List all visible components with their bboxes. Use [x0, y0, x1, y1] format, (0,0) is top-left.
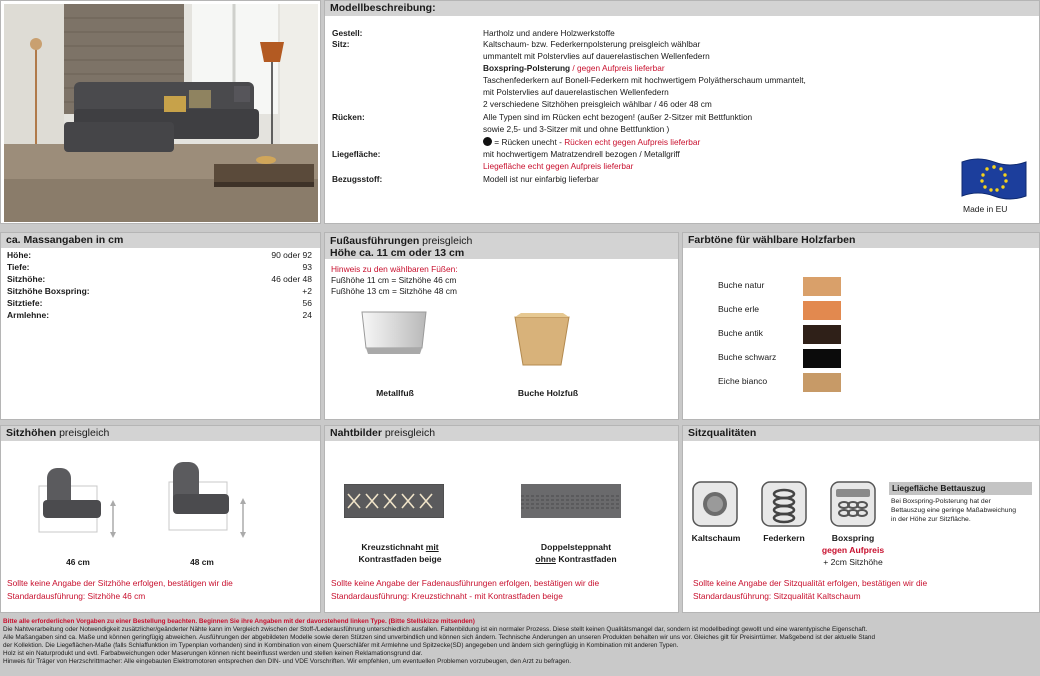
wood-label: Buche erle	[718, 304, 760, 314]
seat-line-4: mit Polstervlies auf dauerelastischen Wellenfedern	[483, 87, 669, 97]
feet-panel	[324, 232, 679, 420]
bed-pullout-text-1: Bei Boxspring-Polsterung hat der	[891, 498, 991, 505]
wood-label: Eiche bianco	[718, 376, 768, 386]
dim-row-armrest	[7, 309, 312, 321]
frame-key: Gestell:	[332, 28, 363, 38]
bed-surcharge: Liegefläche echt gegen Aufpreis lieferbar	[483, 161, 634, 171]
metal-foot-image	[358, 308, 430, 363]
metal-foot-label: Metallfuß	[376, 388, 414, 398]
seams-note-1: Sollte keine Angabe der Fadenausführungen erfolgen, bestätigen wir die	[331, 578, 600, 588]
boxspring-bold: Boxspring-Polsterung	[483, 63, 571, 73]
seat-line-2: ummantelt mit Polstervlies auf dauerelastischen Wellenfedern	[483, 51, 710, 61]
dim-row-boxspring	[7, 285, 312, 297]
back-line-2: sowie 2,5- und 3-Sitzer mit und ohne Bettfunktion )	[483, 124, 670, 134]
seat-line-3: Taschenfederkern auf Bonell-Federkern mit hochwertigem Polyätherschaum ummantelt,	[483, 75, 806, 85]
product-photo-panel	[0, 0, 321, 224]
chair-46-illustration	[37, 464, 123, 553]
feet-hint-2: Fußhöhe 13 cm = Sitzhöhe 48 cm	[331, 286, 457, 296]
double-stitch-sample	[521, 484, 621, 523]
seat-heights-title-light: preisgleich	[56, 427, 110, 439]
height-48-label: 48 cm	[190, 557, 214, 567]
sofa-photo	[4, 4, 318, 222]
bed-pullout-text-2: Bettauszug eine geringe Maßabweichung	[891, 507, 1017, 514]
dim-key: Tiefe:	[7, 262, 30, 272]
dim-row-height	[7, 249, 312, 261]
dim-row-seat-height	[7, 273, 312, 285]
dim-value: 90 oder 92	[271, 250, 312, 260]
seams-title-bold: Nahtbilder	[330, 427, 382, 439]
boxspring-surcharge: / gegen Aufpreis lieferbar	[570, 63, 665, 73]
height-46-label: 46 cm	[66, 557, 90, 567]
seat-heights-panel	[0, 425, 321, 613]
dim-value: 93	[302, 262, 312, 272]
seat-line-1: Kaltschaum- bzw. Federkernpolsterung preisgleich wählbar	[483, 39, 701, 49]
dim-key: Höhe:	[7, 250, 32, 260]
model-description-title: Modellbeschreibung:	[325, 1, 1039, 16]
spring-core-label: Federkern	[763, 533, 805, 543]
spring-core-icon	[761, 481, 807, 532]
footer-line-2: Die Nahtverarbeitung oder Notwendigkeit zusätzlicher/geänderter Nähte kann im Vergleich zwischen der Stoff-/Lederausführung unterschiedlich ausfallen. Faltenbildung ist ein normaler Prozess. Diese stellt keinen Qualitätsmangel dar, sondern ist modellbedingt gewollt und eine warentypische Eigenschaft.	[3, 626, 868, 634]
dim-value: 56	[302, 298, 312, 308]
footer-line-5: Holz ist ein Naturprodukt und evtl. Farbabweichungen oder Maserungen können nicht beeinflusst werden und stellen keinen Reklamationsgrund dar.	[3, 650, 423, 658]
boxspring-surcharge-label: gegen Aufpreis	[821, 545, 885, 555]
dim-key: Sitzhöhe Boxspring:	[7, 286, 90, 296]
wood-foot-label: Buche Holzfuß	[517, 388, 579, 398]
dim-value: 24	[302, 310, 312, 320]
dim-key: Sitzhöhe:	[7, 274, 46, 284]
seams-note-2: Standardausführung: Kreuzstichnaht - mit Kontrastfaden beige	[331, 591, 563, 601]
dim-row-seat-depth	[7, 297, 312, 309]
footer-line-6: Hinweis für Träger von Herzschrittmacher: Alle eingebauten Elektromotoren entsprechen den DIN- und VDE Vorschriften. Wir empfehlen, um eventuellen Problemen vorzubeugen, den Arzt zu befragen.	[3, 658, 571, 666]
seat-quality-panel	[682, 425, 1040, 613]
eu-flag-icon	[958, 156, 1028, 207]
sofa-room-illustration	[4, 4, 318, 222]
wood-swatch-buche-schwarz[interactable]	[803, 349, 841, 368]
dimensions-title: ca. Massangaben in cm	[1, 233, 320, 248]
back-line-1: Alle Typen sind im Rücken echt bezogen! (außer 2-Sitzer mit Bettfunktion	[483, 112, 753, 122]
wood-colors-panel	[682, 232, 1040, 420]
back-legend-text: = Rücken unecht -	[492, 137, 565, 147]
legal-footer	[0, 618, 1040, 676]
dim-value: 46 oder 48	[271, 274, 312, 284]
cover-key: Bezugsstoff:	[332, 174, 383, 184]
boxspring-line	[483, 63, 665, 74]
seams-title	[325, 426, 678, 441]
boxspring-label: Boxspring	[831, 533, 875, 543]
wood-colors-title: Farbtöne für wählbare Holzfarben	[683, 233, 1039, 248]
wood-label: Buche natur	[718, 280, 765, 290]
seams-title-light: preisgleich	[381, 427, 436, 439]
footer-order-note: Bitte alle erforderlichen Vorgaben zu einer Bestellung beachten. Beginnen Sie ihre Angaben mit der davorstehend linken Type. (Bitte Stellskizze mitsenden)	[3, 618, 475, 625]
black-dot-icon	[483, 137, 492, 146]
chair-48-illustration	[167, 460, 253, 553]
back-key: Rücken:	[332, 112, 365, 122]
seat-heights-title-bold: Sitzhöhen	[6, 427, 57, 439]
seams-panel	[324, 425, 679, 613]
bed-line: mit hochwertigem Matratzendrell bezogen / Metallgriff	[483, 149, 680, 159]
feet-title-light: preisgleich	[419, 235, 473, 247]
cold-foam-icon	[692, 481, 738, 532]
cover-value: Modell ist nur einfarbig lieferbar	[483, 174, 599, 184]
boxspring-extra-height: + 2cm Sitzhöhe	[823, 557, 883, 567]
wood-swatch-buche-erle[interactable]	[803, 301, 841, 320]
back-legend	[483, 137, 700, 148]
seat-heights-note-2: Standardausführung: Sitzhöhe 46 cm	[7, 591, 146, 601]
cross-stitch-label	[345, 541, 455, 565]
made-in-eu-label: Made in EU	[963, 204, 1008, 214]
cross-stitch-text: Kreuzstichnaht	[361, 542, 426, 552]
model-description-panel	[324, 0, 1040, 224]
seat-quality-note-1: Sollte keine Angabe der Sitzqualität erfolgen, bestätigen wir die	[693, 578, 928, 588]
dim-row-depth	[7, 261, 312, 273]
wood-label: Buche antik	[718, 328, 763, 338]
double-stitch-thread: Kontrastfaden	[555, 554, 617, 564]
wood-swatch-list	[685, 255, 1037, 417]
frame-value: Hartholz und andere Holzwerkstoffe	[483, 28, 615, 38]
double-stitch-label	[521, 541, 631, 565]
boxspring-icon	[830, 481, 876, 532]
bed-key: Liegefläche:	[332, 149, 381, 159]
dimensions-panel	[0, 232, 321, 420]
cold-foam-label: Kaltschaum	[691, 533, 741, 543]
dim-key: Sitztiefe:	[7, 298, 43, 308]
seat-quality-title: Sitzqualitäten	[683, 426, 1039, 441]
cross-stitch-thread: Kontrastfaden beige	[358, 554, 442, 564]
wood-swatch-eiche-bianco[interactable]	[803, 373, 841, 392]
wood-swatch-buche-natur[interactable]	[803, 277, 841, 296]
seat-heights-title	[1, 426, 320, 441]
back-legend-surcharge: Rücken echt gegen Aufpreis lieferbar	[564, 137, 701, 147]
seat-line-5: 2 verschiedene Sitzhöhen preisgleich wählbar / 46 oder 48 cm	[483, 99, 712, 109]
seat-key: Sitz:	[332, 39, 350, 49]
feet-hint-1: Fußhöhe 11 cm = Sitzhöhe 46 cm	[331, 275, 457, 285]
footer-line-4: der Kollektion. Die Liegeflächen-Maße (falls Schlaffunktion im Typenplan vorhanden) sind in Kombination von einem Querschläfer mit Armlehne und Spitzecke(SD) angegeben und ändern sich geringfügig in Kombination mit anderen Typen.	[3, 642, 679, 650]
wood-swatch-buche-antik[interactable]	[803, 325, 841, 344]
bed-pullout-text-3: in der Höhe zur Sitzfläche.	[891, 516, 971, 523]
seat-quality-note-2: Standardausführung: Sitzqualität Kaltschaum	[693, 591, 861, 601]
cross-stitch-sample	[344, 484, 444, 523]
feet-title-bold: Fußausführungen	[330, 235, 420, 247]
footer-line-3: Alle Maßangaben sind ca. Maße und können geringfügig abweichen. Ausführungen der abgebildeten Modelle sowie deren Stützen sind unverbindlich und können sich ändern. Technische Änderungen an unseren Produkten behalten wir uns vor. Gleiches gilt für Preisirrtümer. Maßgebend ist der aktuelle Stand	[3, 634, 876, 642]
wood-foot-image	[511, 311, 575, 376]
feet-hint-title: Hinweis zu den wählbaren Füßen:	[331, 264, 458, 274]
wood-label: Buche schwarz	[718, 352, 777, 362]
bed-pullout-title: Liegefläche Bettauszug	[889, 482, 1032, 495]
dim-key: Armlehne:	[7, 310, 50, 320]
seat-heights-note-1: Sollte keine Angabe der Sitzhöhe erfolgen, bestätigen wir die	[7, 578, 233, 588]
feet-title	[325, 233, 678, 259]
double-stitch-without: ohne	[535, 554, 556, 564]
cross-stitch-with: mit	[425, 542, 439, 552]
double-stitch-text: Doppelsteppnaht	[540, 542, 612, 552]
feet-height-line: Höhe ca. 11 cm oder 13 cm	[330, 247, 465, 259]
dim-value: +2	[302, 286, 312, 296]
